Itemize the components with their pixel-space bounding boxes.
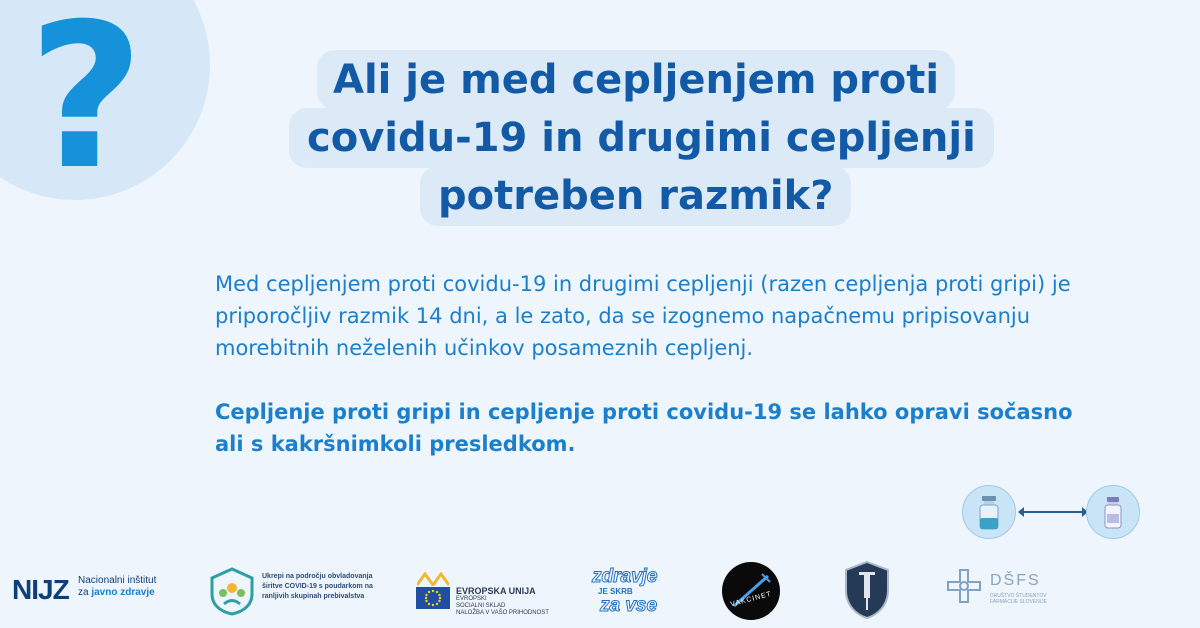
shield-syringe-icon [844,560,890,620]
covid-project-line-3: ranljivih skupinah prebivalstva [262,593,365,600]
title-line-1: Ali je med cepljenjem proti [317,50,955,110]
nijz-line-2-highlight: javno zdravje [91,587,155,598]
nijz-line-2-prefix: za [78,587,92,598]
nijz-mark: NIJZ [12,574,69,605]
eu-line-2: EVROPSKI [456,596,487,602]
eu-line-3: SOCIALNI SKLAD [456,603,506,609]
question-mark-icon: ? [28,0,145,214]
covid-project-line-1: Ukrepi na področju obvladovanja [262,573,373,580]
title-line-2: covidu-19 in drugimi cepljenji [289,108,994,168]
slovenia-logo-icon [417,572,449,586]
eu-line-4: NALOŽBA V VAŠO PRIHODNOST [456,610,549,616]
vaccine-vial-icon [962,485,1016,539]
nijz-line-2 [78,587,155,598]
covid-project-line-2: širitve COVID-19 s poudarkom na [262,583,373,590]
nijz-line-1: Nacionalni inštitut [78,575,157,586]
title-line-3: potreben razmik? [420,166,851,226]
body-text [215,268,1095,460]
dsfs-name: DŠFS [990,572,1041,589]
dsfs-logo [946,568,1066,612]
vaccine-vial-icon [1086,485,1140,539]
body-paragraph-2: Cepljenje proti gripi in cepljenje proti covidu-19 se lahko opravi sočasno ali s kakršnimkoli presledkom. [215,400,1073,456]
dsfs-sub-2: FARMACIJE SLOVENIJE [990,599,1047,605]
body-paragraph-1: Med cepljenjem proti covidu-19 in drugimi cepljenji (razen cepljenja proti gripi) je priporočljiv razmik 14 dni, a le zato, da se izognemo napačnemu pripisovanju morebitnih neželenih učinkov posameznih cepljenj. [215,272,1071,360]
zdravje-line-2: JE SKRB [598,587,633,596]
eu-line-1: EVROPSKA UNIJA [456,586,536,596]
double-arrow-icon [1024,511,1082,513]
shield-syringe-logo [844,560,890,620]
zdravje-line-1: zdravje [592,566,658,587]
syringe-icon [722,562,780,620]
zdravje-line-3: za vse [600,595,658,616]
eu-flag-icon [416,587,450,609]
zdravje-logo [590,566,662,618]
eu-logo [416,572,549,616]
dsfs-cross-icon [946,568,982,608]
nijz-logo [12,572,172,608]
vakcinet-logo [722,562,780,620]
shield-people-icon [208,566,256,616]
vakcinet-text: VAKCINET [729,590,773,609]
covid-project-logo [208,566,378,616]
dsfs-sub-1: DRUŠTVO ŠTUDENTOV [990,593,1047,599]
